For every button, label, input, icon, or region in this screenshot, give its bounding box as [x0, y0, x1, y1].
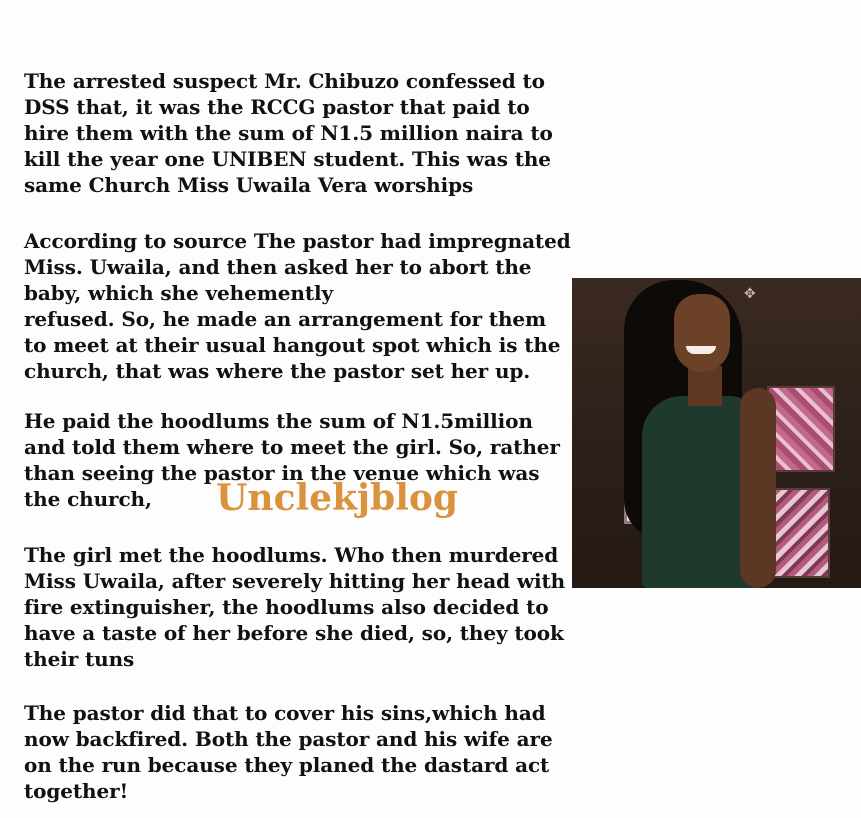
paragraph-2: According to source The pastor had impregnated Miss. Uwaila, and then asked her to abort the baby, which she vehemently refused. So, he made an arrangement for them to meet at their usual hangout spot which is the church, that was where the pastor set her up. — [24, 229, 571, 383]
watermark: Unclekjblog — [216, 477, 459, 519]
subject-smile — [686, 346, 716, 354]
paragraph-4: The girl met the hoodlums. Who then murdered Miss Uwaila, after severely hitting her head with fire extinguisher, the hoodlums also decided to have a taste of her before she died, so, they took their tuns — [24, 543, 566, 671]
wall-poster — [772, 488, 830, 578]
wall-poster — [767, 386, 835, 472]
paragraph-5: The pastor did that to cover his sins,which had now backfired. Both the pastor and his wife are on the run because they planed the dastard act together! — [24, 701, 553, 803]
paragraph-1: The arrested suspect Mr. Chibuzo confessed to DSS that, it was the RCCG pastor that paid to hire them with the sum of N1.5 million naira to kill the year one UNIBEN student. This was the same Church Miss Uwaila Vera worships — [24, 69, 553, 197]
subject-face — [674, 294, 730, 372]
wall-ornament-icon: ✥ — [744, 286, 756, 302]
portrait-photo — [572, 278, 861, 588]
subject-neck — [688, 366, 722, 406]
subject-arm — [740, 388, 776, 588]
paragraph-3: He paid the hoodlums the sum of N1.5million and told them where to meet the girl. So, rather than seeing the pastor in the venue which was the church, — [24, 409, 560, 511]
